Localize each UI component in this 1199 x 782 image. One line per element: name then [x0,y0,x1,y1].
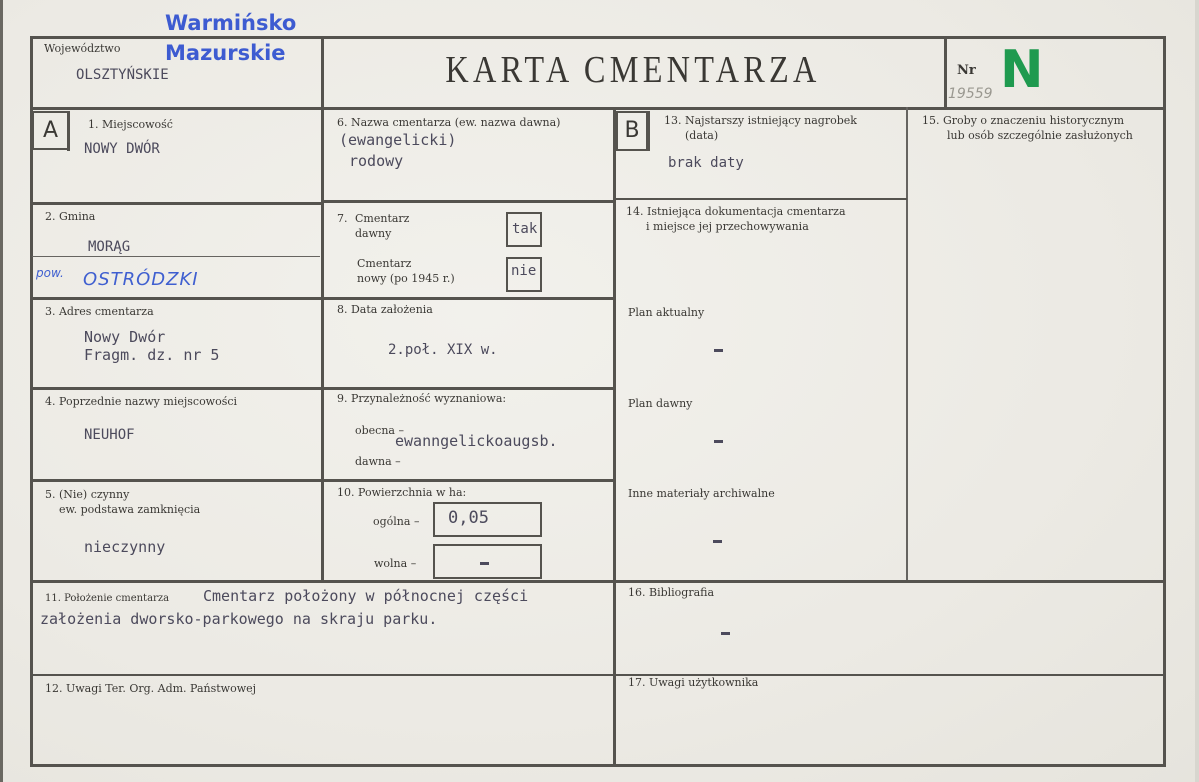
field-3-label: 3. Adres cmentarza [45,305,154,318]
field-3-value-line-1: Nowy Dwór [84,328,166,346]
plan-aktualny-value [714,349,723,352]
field-5-label-line-2: ew. podstawa zamknięcia [59,503,201,516]
field-9-dawna-label: dawna – [355,455,401,468]
field-10-wolna-label: wolna – [374,557,417,570]
scan-edge [1195,0,1199,782]
field-7-nowy-label-line-1: Cmentarz [357,257,412,270]
field-7-label: 7. [337,212,348,225]
field-7-dawny-value: tak [512,221,538,237]
page-title: KARTA CMENTARZA [445,49,821,91]
field-10-wolna-value [480,562,489,565]
wojewodztwo-label: Województwo [44,42,121,55]
field-6-value-line-2: rodowy [349,152,404,170]
inne-materialy-label: Inne materiały archiwalne [628,487,775,500]
field-10-ogolna-value: 0,05 [448,508,489,528]
field-17-label: 17. Uwagi użytkownika [628,676,759,689]
field-11-value-line-1: Cmentarz położony w północnej części [203,587,529,605]
field-7-nowy-value: nie [511,263,537,279]
field-15-label-line-2: lub osób szczególnie zasłużonych [947,129,1133,142]
field-7-dawny-label-line-2: dawny [355,227,392,240]
field-15-label-line-1: 15. Groby o znaczeniu historycznym [922,114,1125,127]
field-13-label-line-2: (data) [685,129,719,142]
field-6-value-line-1: (ewangelicki) [339,131,457,149]
inne-materialy-value [713,540,722,543]
nr-value: N [1000,40,1044,100]
scan-edge [0,0,3,782]
field-11-label: 11. Położenie cmentarza [45,593,170,604]
nr-pencil-note: 19559 [948,86,993,102]
field-11-value-line-2: założenia dworsko-parkowego na skraju parku. [40,610,438,628]
field-9-obecna-value: ewanngelickoaugsb. [395,432,558,450]
field-8-label: 8. Data założenia [337,303,433,316]
field-16-label: 16. Bibliografia [628,586,715,599]
field-6-label: 6. Nazwa cmentarza (ew. nazwa dawna) [337,116,561,129]
field-10-label: 10. Powierzchnia w ha: [337,486,467,499]
wojewodztwo-value: OLSZTYŃSKIE [76,67,169,83]
field-8-value: 2.poł. XIX w. [388,342,498,358]
field-5-label-line-1: 5. (Nie) czynny [45,488,130,501]
stamp-line-1: Warmińsko [165,11,297,35]
plan-dawny-value [714,440,723,443]
field-13-value: brak daty [668,155,744,171]
field-2-label: 2. Gmina [45,210,96,223]
field-7-dawny-label-line-1: Cmentarz [355,212,410,225]
field-2-handwritten-prefix: pow. [36,266,64,280]
field-4-label: 4. Poprzednie nazwy miejscowości [45,395,238,408]
section-b-marker: B [616,111,648,151]
field-14-label-line-2: i miejsce jej przechowywania [646,220,809,233]
field-1-label: 1. Miejscowość [88,118,173,131]
field-7-nowy-label-line-2: nowy (po 1945 r.) [357,272,455,285]
field-16-value [721,632,730,635]
stamp-line-2: Mazurskie [165,41,286,65]
nr-label: Nr [957,63,976,78]
field-13-label-line-1: 13. Najstarszy istniejący nagrobek [664,114,857,127]
field-12-label: 12. Uwagi Ter. Org. Adm. Państwowej [45,682,257,695]
field-2-value: MORĄG [88,239,131,255]
field-2-handwritten-value: OSTRÓDZKI [83,269,199,290]
field-9-obecna-label: obecna – [355,424,404,437]
field-14-label-line-1: 14. Istniejąca dokumentacja cmentarza [626,205,846,218]
field-5-value: nieczynny [84,538,166,556]
field-3-value-line-2: Fragm. dz. nr 5 [84,346,220,364]
field-10-ogolna-label: ogólna – [373,515,420,528]
field-9-label: 9. Przynależność wyznaniowa: [337,392,507,405]
plan-aktualny-label: Plan aktualny [628,306,705,319]
section-a-marker: A [32,111,69,150]
field-1-value: NOWY DWÓR [84,141,160,157]
plan-dawny-label: Plan dawny [628,397,693,410]
field-4-value: NEUHOF [84,427,135,443]
